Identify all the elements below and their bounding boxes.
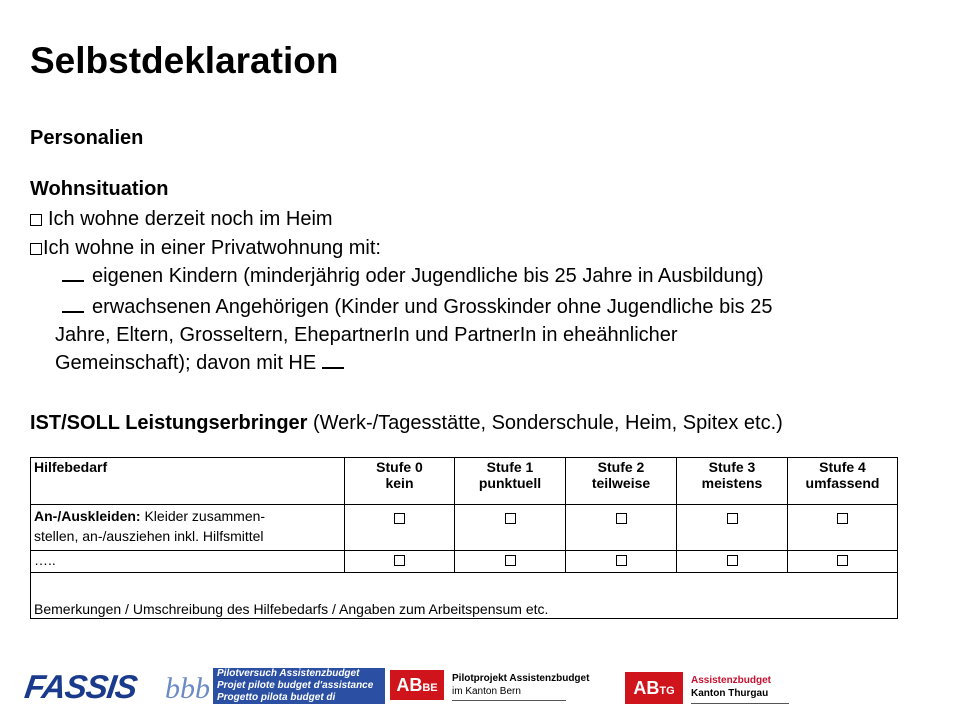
header-stufe-2: Stufe 2 teilweise [566,458,677,505]
checkbox-row2-stufe-1[interactable] [505,555,516,566]
checkbox-row2-stufe-3[interactable] [727,555,738,566]
checkbox-row2-stufe-4[interactable] [837,555,848,566]
abbe-title: Pilotprojekt Assistenzbudget [452,673,590,684]
hilfebedarf-table [30,457,898,619]
abtg-subtitle: Kanton Thurgau [691,688,769,699]
header-stufe-3: Stufe 3 meistens [677,458,788,505]
checkbox-heim[interactable] [30,214,42,226]
option-heim-label: Ich wohne derzeit noch im Heim [48,208,333,230]
bbb-icon [163,668,211,704]
blank-kinder[interactable] [62,266,84,282]
line-erwachsene-2: Jahre, Eltern, Grosseltern, EhepartnerIn und PartnerIn in eheähnlicher [55,324,678,346]
remarks-cell[interactable]: Bemerkungen / Umschreibung des Hilfebedarfs / Angaben zum Arbeitspensum etc. [31,573,898,619]
checkbox-row2-stufe-2[interactable] [616,555,627,566]
ist-soll-bold: IST/SOLL Leistungserbringer [30,412,308,434]
ist-soll-heading [30,412,783,435]
option-privat-label: Ich wohne in einer Privatwohnung mit: [43,237,381,259]
pilotversuch-logo [163,668,388,715]
option-heim[interactable] [30,208,333,231]
header-stufe-0: Stufe 0 kein [345,458,455,505]
line-kinder [62,265,764,288]
abbe-badge: ABBE [390,670,444,700]
table-header-row [31,458,898,505]
line-erwachsene-3-text: Gemeinschaft); davon mit HE [55,352,317,374]
pilot-line-2: Projet pilote budget d'assistance [217,680,374,691]
pilot-line-1: Pilotversuch Assistenzbudget [217,668,360,679]
ist-soll-rest: (Werk-/Tagesstätte, Sonderschule, Heim, Spitex etc.) [307,412,783,434]
abbe-logo [390,668,590,704]
pilot-line-3: Progetto pilota budget di assistenza [217,692,336,715]
section-wohnsituation: Wohnsituation [30,178,169,200]
blank-erwachsene[interactable] [62,297,84,313]
page-title: Selbstdeklaration [30,40,339,81]
line-erwachsene-text: erwachsenen Angehörigen (Kinder und Grosskinder ohne Jugendliche bis 25 [92,296,773,318]
option-privat[interactable] [30,237,381,260]
table-row [31,573,898,619]
header-stufe-1: Stufe 1 punktuell [455,458,566,505]
line-kinder-text: eigenen Kindern (minderjährig oder Jugendliche bis 25 Jahre in Ausbildung) [92,265,764,287]
table-row [31,505,898,551]
fassis-logo [22,668,140,708]
checkbox-privat[interactable] [30,243,42,255]
checkbox-row2-stufe-0[interactable] [394,555,405,566]
checkbox-ankleiden-stufe-0[interactable] [394,513,405,524]
line-erwachsene-3 [55,352,344,375]
abtg-logo [625,672,795,708]
abtg-badge: ABTG [625,672,683,704]
checkbox-ankleiden-stufe-1[interactable] [505,513,516,524]
checkbox-ankleiden-stufe-2[interactable] [616,513,627,524]
checkbox-ankleiden-stufe-3[interactable] [727,513,738,524]
header-stufe-4: Stufe 4 umfassend [788,458,898,505]
abbe-subtitle: im Kanton Bern [452,686,521,697]
header-hilfebedarf: Hilfebedarf [31,458,345,505]
row-2-label: ….. [31,551,345,573]
section-personalien: Personalien [30,127,144,149]
blank-he[interactable] [322,353,344,369]
row-ankleiden-label: An-/Auskleiden: Kleider zusammen- stellen, an-/ausziehen inkl. Hilfsmittel [31,505,345,551]
svg-text:bbb: bbb [165,672,210,704]
table-row [31,551,898,573]
line-erwachsene [62,296,772,319]
fassis-logo-text: FASSIS [22,668,140,705]
checkbox-ankleiden-stufe-4[interactable] [837,513,848,524]
abtg-title: Assistenzbudget [691,675,772,686]
